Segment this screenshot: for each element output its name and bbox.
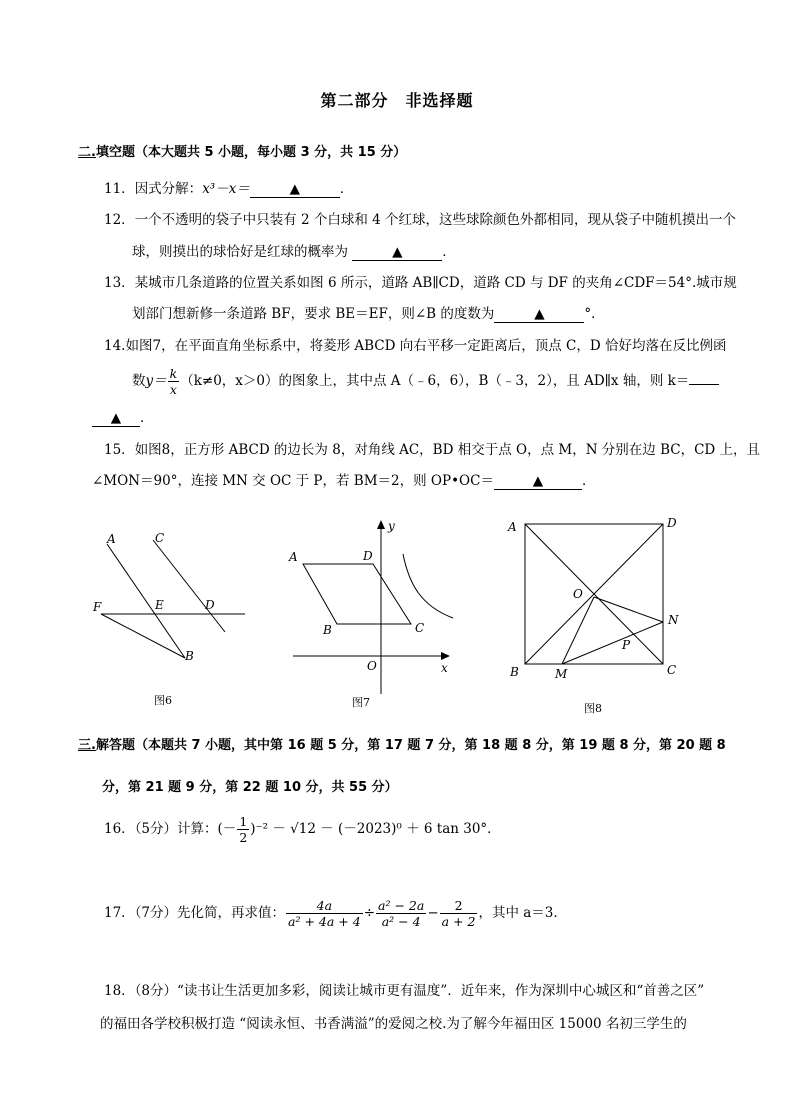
fig6-label-a: A (107, 532, 116, 546)
question-14 (104, 337, 726, 355)
q13-line2: 划部门想新修一条道路 BF，要求 BE＝EF，则∠B 的度数为 (132, 306, 495, 322)
fig7-caption: 图7 (352, 696, 370, 709)
section-3-heading-line2: 分，第 21 题 9 分，第 22 题 10 分，共 55 分） (102, 780, 398, 795)
q12-end: ． (442, 244, 456, 260)
question-18-line2: 的福田各学校积极打造 “阅读永恒、书香满溢”的爱阅之校.为了解今年福田区 15000 名初三学生的 (100, 1016, 687, 1032)
q17-tail: ，其中 a＝3． (478, 905, 567, 921)
q12-line2: 球，则摸出的球恰好是红球的概率为 (132, 244, 348, 260)
fig6-line-ab (107, 544, 185, 658)
q15-number: 15． (104, 442, 135, 458)
q14-answer-blank[interactable]: ▲ (92, 410, 140, 427)
fig8-caption: 图8 (584, 702, 602, 715)
q12-number: 12． (104, 212, 135, 228)
fig8-label-n: N (668, 613, 679, 627)
q18-line1: （8分）“读书让生活更加多彩，阅读让城市更有温度”．近年来，作为深圳中心城区和“首善之区” (134, 983, 705, 999)
q14-line2-pre: 数 (132, 373, 146, 389)
fig7-rhombus (303, 564, 411, 624)
fig8-label-m: M (555, 667, 568, 681)
fig7-label-x: x (441, 661, 448, 675)
q16-number: 16． (104, 821, 135, 837)
question-14-line2 (132, 364, 719, 398)
fig8-label-d: D (667, 516, 677, 530)
q13-end: °． (584, 306, 605, 322)
question-12-line2 (132, 243, 456, 261)
fig6-caption: 图6 (154, 694, 172, 707)
q14-end: ． (140, 410, 154, 426)
q11-text: 因式分解： (134, 181, 203, 197)
fig6-line-fb (101, 614, 185, 658)
q18-number: 18． (104, 983, 135, 999)
q16-open: (－ (217, 821, 237, 837)
q14-blank-start (689, 384, 719, 385)
fig7-label-a: A (289, 550, 298, 564)
page-title: 第二部分 非选择题 (320, 91, 474, 110)
fig7-label-c: C (415, 621, 425, 635)
q17-frac1-num: 4a (286, 898, 363, 914)
fig7-x-arrow (441, 652, 450, 660)
q16-end: ． (487, 821, 501, 837)
q13-number: 13． (104, 275, 135, 291)
q17-frac3-num: 2 (440, 898, 478, 914)
fig6-line-cd (153, 540, 225, 632)
question-14-line3 (92, 409, 154, 427)
q15-answer-blank[interactable]: ▲ (494, 473, 582, 490)
figure-8 (500, 512, 700, 722)
q11-end: ． (339, 181, 354, 197)
fig7-hyperbola (403, 554, 453, 618)
section-3-line1: 解答题（本题共 7 小题，其中第 16 题 5 分，第 17 题 7 分，第 18 题 8 分，第 19 题 8 分，第 20 题 8 (95, 738, 726, 753)
q11-number: 11． (104, 181, 135, 197)
fig6-label-d: D (205, 598, 215, 612)
q17-frac2-den: a² − 4 (381, 914, 421, 929)
fig8-label-a: A (508, 520, 517, 534)
q17-frac2-num: a² − 2a (378, 898, 425, 913)
question-18 (104, 982, 704, 1000)
q16-rest: )⁻² － √12 － (－2023)⁰ ＋ 6 tan 30° (250, 821, 488, 837)
q11-expr: x³－x＝ (202, 181, 250, 197)
q15-line1: 如图8，正方形 ABCD 的边长为 8，对角线 AC，BD 相交于点 O，点 M，N 分别在边 BC，CD 上，且 (134, 442, 761, 458)
fig8-label-p: P (622, 638, 631, 652)
fig8-line-mn (562, 622, 663, 664)
q16-score: （5分）计算： (134, 821, 218, 837)
q12-answer-blank[interactable]: ▲ (352, 244, 442, 261)
fig8-label-o: O (573, 587, 583, 601)
fig7-label-o: O (367, 659, 377, 673)
question-17 (104, 894, 567, 932)
section-2-title: 填空题（本大题共 5 小题，每小题 3 分，共 15 分） (95, 145, 407, 160)
q17-op-minus: − (427, 905, 439, 921)
fig8-label-b: B (510, 665, 519, 679)
question-12 (104, 211, 736, 229)
q17-op-divide: ÷ (363, 905, 376, 921)
fig7-label-b: B (323, 623, 332, 637)
fig6-label-e: E (155, 598, 164, 612)
fig7-label-d: D (363, 549, 373, 563)
fig6-label-c: C (155, 531, 165, 545)
q14-number: 14. (104, 338, 126, 354)
q12-line1: 一个不透明的袋子中只装有 2 个白球和 4 个红球，这些球除颜色外都相同，现从袋子中随机摸出一个 (134, 212, 737, 228)
q13-answer-blank[interactable]: ▲ (494, 306, 584, 323)
q16-frac-num: 1 (239, 814, 248, 829)
question-16 (104, 812, 501, 846)
q14-frac-num: k (169, 366, 178, 381)
fig8-line-om (562, 597, 594, 664)
q17-score: （7分）先化简，再求值： (134, 905, 286, 921)
q14-frac-den: x (169, 382, 177, 397)
question-13 (104, 274, 737, 292)
q16-frac-den: 2 (239, 830, 248, 845)
section-2-heading (78, 144, 406, 162)
question-15 (104, 441, 760, 459)
section-2-prefix: 二. (78, 145, 96, 160)
q17-number: 17． (104, 905, 135, 921)
section-3-heading (78, 737, 726, 755)
fig6-label-b: B (185, 649, 194, 663)
fig8-line-on (594, 597, 663, 622)
q17-frac3-den: a + 2 (441, 914, 476, 929)
q13-line1: 某城市几条道路的位置关系如图 6 所示，道路 AB∥CD，道路 CD 与 DF 的夹角∠CDF＝54°.城市规 (134, 275, 737, 291)
question-13-line2 (132, 305, 605, 323)
fig6-label-f: F (93, 600, 102, 614)
q17-frac1-den: a² + 4a + 4 (288, 914, 361, 929)
question-11 (104, 180, 353, 198)
figure-7 (285, 514, 465, 714)
q15-end: ． (581, 473, 596, 489)
q14-line1: 如图7，在平面直角坐标系中，将菱形 ABCD 向右平移一定距离后，顶点 C，D 恰好均落在反比例函 (125, 338, 727, 354)
q14-line2-post: （k≠0，x＞0）的图象上，其中点 A（﹣6，6），B（﹣3，2），且 AD∥x 轴，则 k＝ (180, 373, 690, 389)
fig8-label-c: C (667, 663, 677, 677)
fig7-label-y: y (388, 519, 395, 533)
q15-line2: ∠MON＝90°，连接 MN 交 OC 于 P，若 BM＝2，则 OP•OC＝ (92, 473, 494, 489)
q11-answer-blank[interactable]: ▲ (250, 181, 340, 198)
section-3-prefix: 三. (78, 738, 96, 753)
q14-y-eq: y＝ (145, 373, 167, 389)
fig7-y-arrow (377, 520, 385, 529)
figure-6 (85, 520, 255, 715)
question-15-line2 (92, 472, 595, 490)
